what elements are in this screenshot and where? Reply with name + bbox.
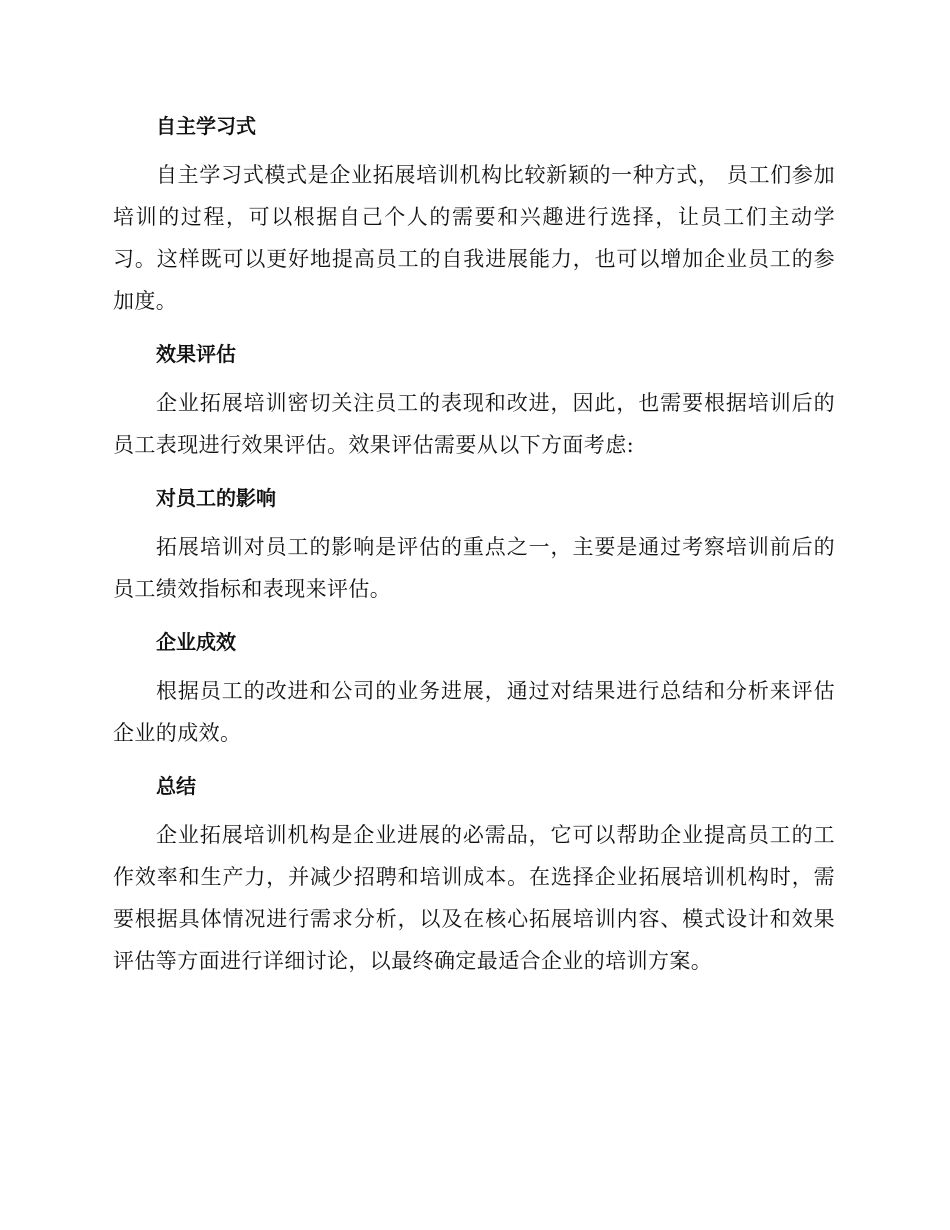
section-paragraph-summary: 企业拓展培训机构是企业进展的必需品，它可以帮助企业提高员工的工作效率和生产力，并减少招聘和培训成本。在选择企业拓展培训机构时，需要根据具体情况进行需求分析，以及在核心拓展培训内容、模式设计和效果评估等方面进行详细讨论，以最终确定最适合企业的培训方案。 bbox=[113, 823, 835, 973]
section-paragraph-self-study: 自主学习式模式是企业拓展培训机构比较新颖的一种方式， 员工们参加培训的过程，可以根据自己个人的需要和兴趣进行选择，让员工们主动学习。这样既可以更好地提高员工的自我进展能力，也可以增加企业员工的参加度。 bbox=[113, 163, 835, 313]
section-heading-business-results: 企业成效 bbox=[156, 630, 236, 654]
section-paragraph-business-results: 根据员工的改进和公司的业务进展，通过对结果进行总结和分析来评估企业的成效。 bbox=[113, 679, 835, 745]
document-page bbox=[113, 108, 835, 982]
section-heading-employee-impact: 对员工的影响 bbox=[156, 486, 276, 510]
section-paragraph-employee-impact: 拓展培训对员工的影响是评估的重点之一，主要是通过考察培训前后的员工绩效指标和表现来评估。 bbox=[113, 535, 835, 601]
section-heading-evaluation: 效果评估 bbox=[156, 342, 236, 366]
section-paragraph-evaluation: 企业拓展培训密切关注员工的表现和改进，因此，也需要根据培训后的员工表现进行效果评估。效果评估需要从以下方面考虑: bbox=[113, 391, 835, 457]
section-heading-summary: 总结 bbox=[156, 774, 196, 798]
section-heading-self-study: 自主学习式 bbox=[156, 114, 256, 138]
